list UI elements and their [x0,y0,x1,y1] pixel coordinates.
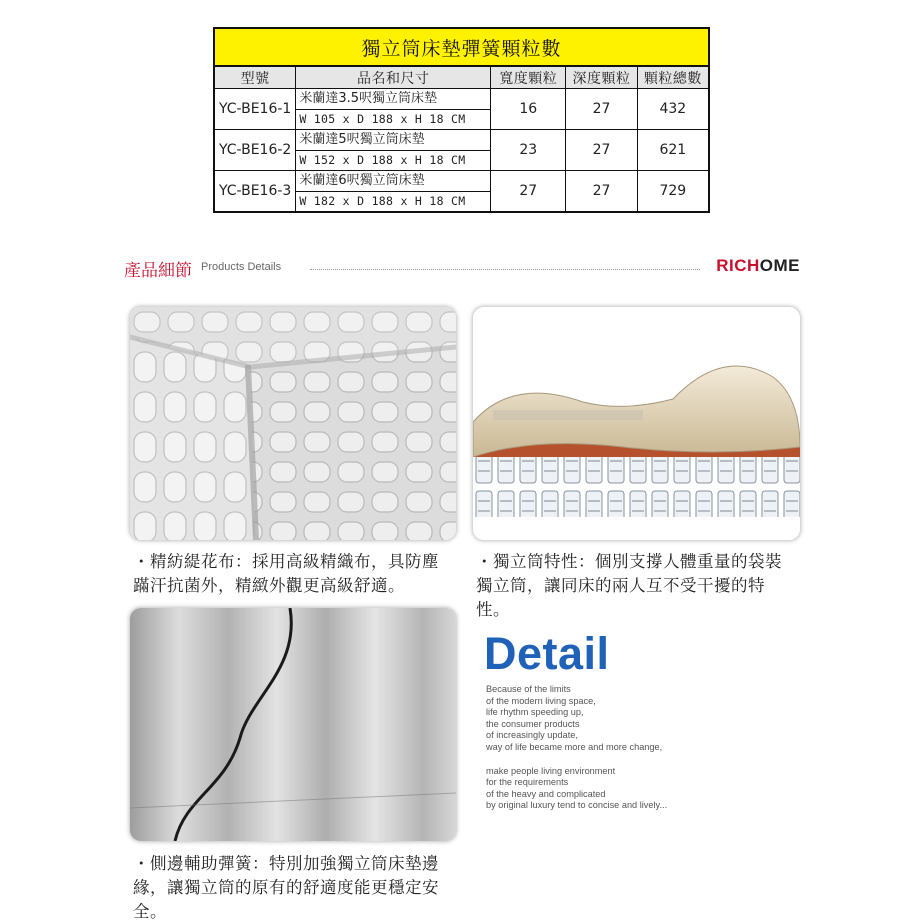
brand-logo [716,256,800,276]
row-depth-count: 27 [566,171,637,213]
row-name-size [296,89,491,130]
table-row [214,171,709,213]
detail-line: of increasingly update, [486,730,578,741]
row-model: YC-BE16-3 [214,171,296,213]
paragraph-gap [486,754,806,766]
brand-logo-red: RICH [716,256,760,275]
row-total-count: 621 [637,130,709,171]
table-header-row [214,66,709,89]
detail-line: of the modern living space, [486,695,596,706]
row-depth-count: 27 [566,89,637,130]
detail-line: for the requirements [486,777,569,788]
row-name-size [296,171,491,213]
header-model: 型號 [214,66,296,89]
row-product-size: W 182 x D 188 x H 18 CM [299,194,466,208]
row-product-size: W 105 x D 188 x H 18 CM [299,112,466,126]
pocket-spring-caption: ・獨立筒特性：個別支撐人體重量的袋裝獨立筒，讓同床的兩人互不受干擾的特性。 [476,552,782,619]
detail-line: life rhythm speeding up, [486,707,584,718]
fabric-photo [129,306,457,541]
row-product-name: 米蘭達6呎獨立筒床墊 [296,171,490,192]
pocket-spring-illustration [473,307,800,540]
section-title: 產品細節 [124,261,192,281]
edge-support-caption: ・側邊輔助彈簧：特別加強獨立筒床墊邊緣，讓獨立筒的原有的舒適度能更穩定安全。 [133,854,439,921]
detail-heading: Detail [484,628,610,679]
row-total-count: 432 [637,89,709,130]
row-model: YC-BE16-1 [214,89,296,130]
fabric-caption: ・精紡緹花布：採用高級精織布，具防塵蹣汗抗菌外，精緻外觀更高級舒適。 [133,552,439,595]
spring-count-table [213,27,710,213]
dotted-divider [310,269,700,270]
row-total-count: 729 [637,171,709,213]
header-depth-count: 深度顆粒 [566,66,637,89]
detail-line: of the heavy and complicated [486,788,606,799]
detail-line: way of life became more and more change, [486,741,663,752]
pocket-spring-photo [472,306,801,541]
fabric-illustration [130,307,456,540]
section-subtitle: Products Details [201,261,282,273]
detail-line: by original luxury tend to concise and lively... [486,800,668,811]
header-name-size: 品名和尺寸 [296,66,491,89]
table-row [214,89,709,130]
row-width-count: 23 [491,130,566,171]
brand-logo-dark: OME [759,256,800,275]
detail-line: the consumer products [486,718,580,729]
detail-body [486,684,806,812]
edge-support-photo [129,607,457,842]
product-details-header [124,252,800,280]
row-width-count: 27 [491,171,566,213]
header-total-count: 顆粒總數 [637,66,709,89]
table-row [214,130,709,171]
edge-support-illustration [130,608,456,841]
header-width-count: 寬度顆粒 [491,66,566,89]
row-model: YC-BE16-2 [214,130,296,171]
row-depth-count: 27 [566,130,637,171]
row-width-count: 16 [491,89,566,130]
row-product-size: W 152 x D 188 x H 18 CM [299,153,466,167]
table-title: 獨立筒床墊彈簧顆粒數 [214,28,709,66]
detail-line: Because of the limits [486,684,571,694]
detail-line: make people living environment [486,765,616,776]
row-name-size [296,130,491,171]
row-product-name: 米蘭達3.5呎獨立筒床墊 [296,89,490,110]
row-product-name: 米蘭達5呎獨立筒床墊 [296,130,490,151]
